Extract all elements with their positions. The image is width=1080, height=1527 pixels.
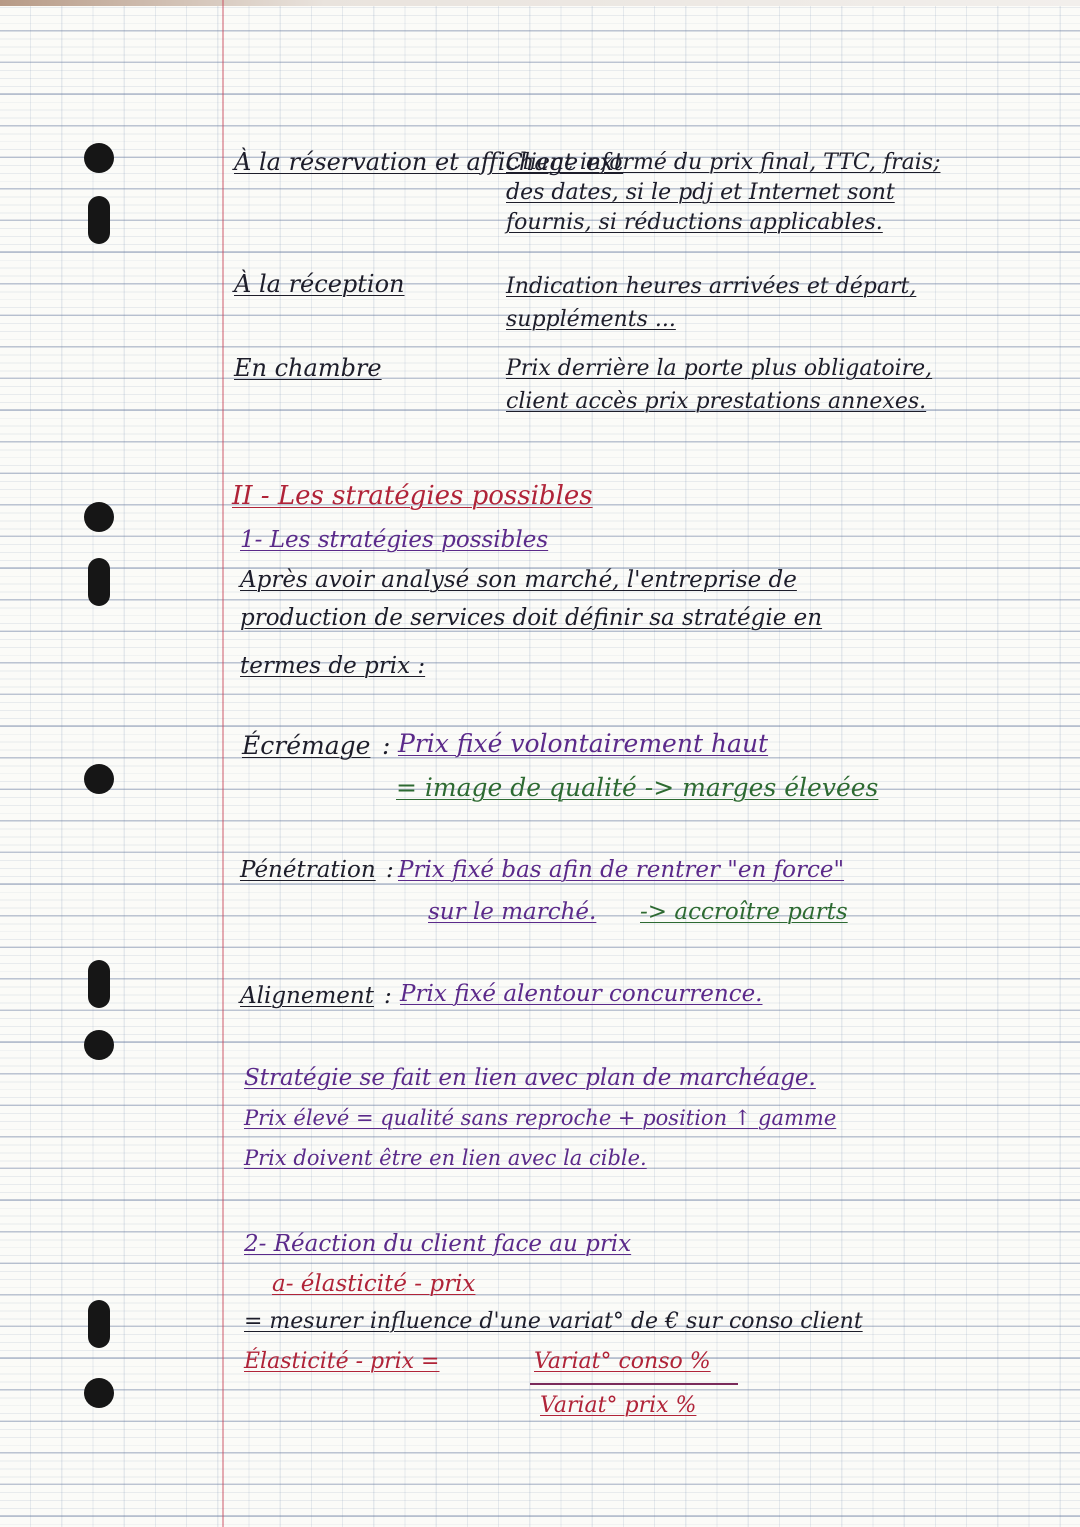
binder-hole (84, 1030, 114, 1060)
strategy-effect-penetration-b: -> accroître parts (640, 899, 848, 925)
strategy-name-ecremage: Écrémage (242, 731, 371, 760)
colon: : (386, 857, 394, 883)
detail-room: Prix derrière la porte plus obligatoire, client accès prix prestations annexes. (506, 356, 933, 414)
context-reservation: À la réservation et affichage ext (234, 148, 624, 176)
strategy-def-penetration: Prix fixé bas afin de rentrer "en force" (398, 857, 845, 883)
context-reception: À la réception (234, 270, 405, 298)
context-room: En chambre (234, 354, 382, 382)
binder-slot (88, 960, 110, 1008)
binder-slot (88, 558, 110, 606)
section-title: II - Les stratégies possibles (232, 481, 593, 511)
section3-definition: = mesurer influence d'une variat° de € sur conso client (244, 1309, 863, 1334)
colon: : (382, 731, 391, 760)
colon: : (384, 983, 392, 1009)
formula-denominator: Variat° prix % (540, 1393, 697, 1418)
binder-hole (84, 764, 114, 794)
margin-line (222, 0, 224, 1527)
note-line-2: Prix élevé = qualité sans reproche + position ↑ gamme (244, 1106, 837, 1130)
formula-numerator: Variat° conso % (534, 1349, 711, 1374)
note-line-3: Prix doivent être en lien avec la cible. (244, 1146, 647, 1170)
section3-title: 2- Réaction du client face au prix (244, 1231, 632, 1257)
detail-reservation: Client informé du prix final, TTC, frais; des dates, si le pdj et Internet sont fournis, si réductions applicables. (506, 150, 941, 235)
strategy-def-alignement: Prix fixé alentour concurrence. (400, 981, 763, 1007)
binder-hole (84, 502, 114, 532)
section-subtitle: 1- Les stratégies possibles (240, 527, 549, 553)
binder-slot (88, 1300, 110, 1348)
detail-reception: Indication heures arrivées et départ, suppléments ... (506, 274, 917, 332)
strategy-name-alignement: Alignement (240, 983, 374, 1009)
page-top-edge (0, 0, 1080, 6)
binder-hole (84, 1378, 114, 1408)
intro-line-1: Après avoir analysé son marché, l'entreprise de (240, 567, 797, 593)
binder-hole (84, 143, 114, 173)
strategy-name-penetration: Pénétration (240, 857, 376, 883)
note-line-1: Stratégie se fait en lien avec plan de marchéage. (244, 1065, 816, 1091)
strategy-effect-ecremage: = image de qualité -> marges élevées (396, 773, 879, 802)
section3-sub: a- élasticité - prix (272, 1271, 476, 1297)
intro-line-3: termes de prix : (240, 653, 426, 679)
formula-label: Élasticité - prix = (244, 1349, 440, 1374)
intro-line-2: production de services doit définir sa stratégie en (240, 605, 823, 631)
strategy-def-ecremage: Prix fixé volontairement haut (398, 729, 769, 758)
binder-slot (88, 196, 110, 244)
fraction-bar (530, 1383, 738, 1385)
strategy-effect-penetration-a: sur le marché. (428, 899, 597, 925)
